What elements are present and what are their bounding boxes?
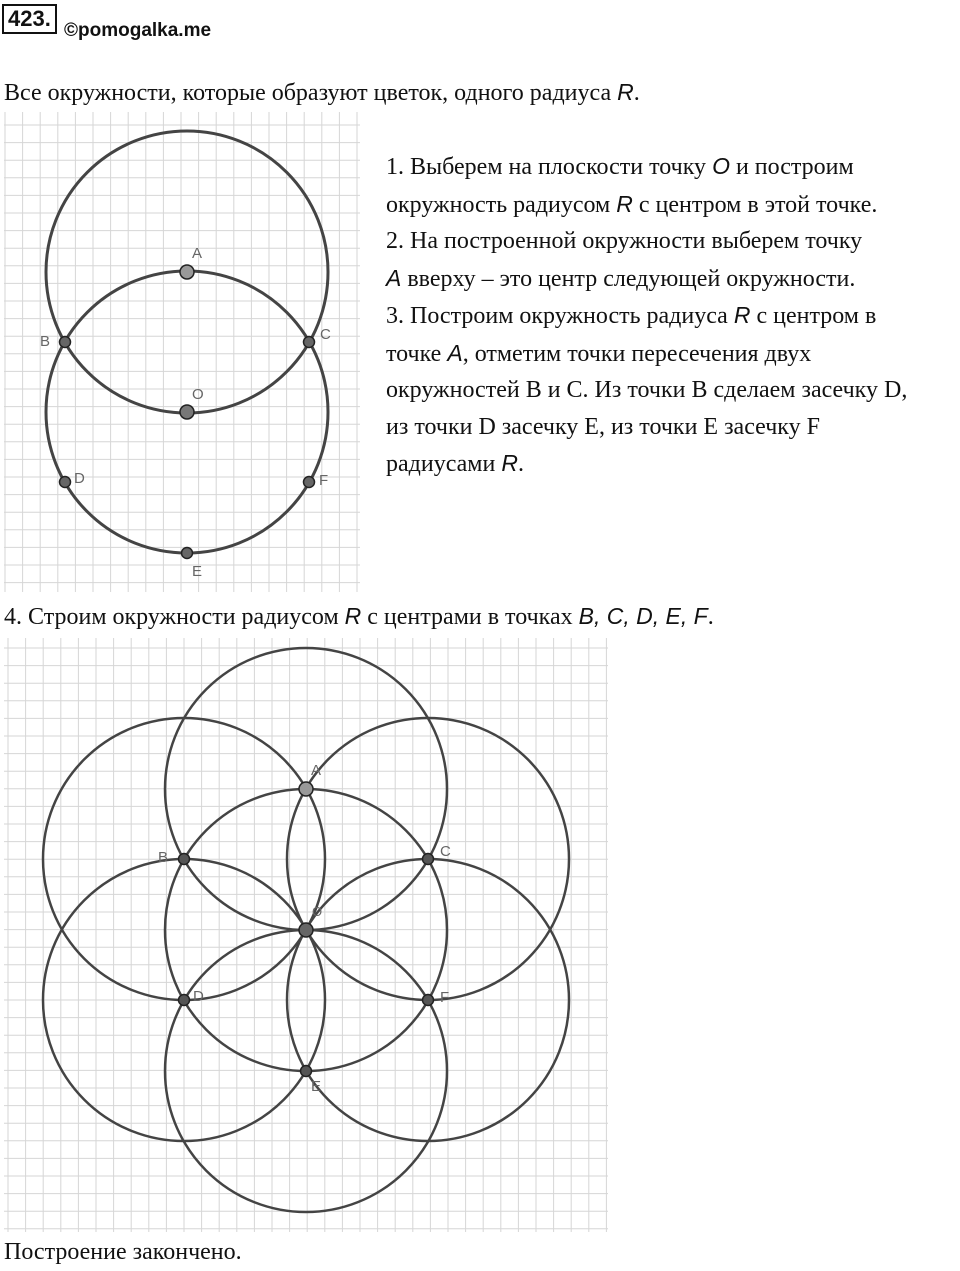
point-c	[304, 337, 315, 348]
point-e	[301, 1066, 312, 1077]
point-a	[299, 782, 313, 796]
site-watermark: ©pomogalka.me	[64, 20, 212, 41]
conclusion-text: Построение закончено.	[4, 1239, 242, 1265]
intro-text: Все окружности, которые образуют цветок, одного радиуса R.	[4, 79, 640, 106]
step-line: 1. Выберем на плоскости точку O и построим	[386, 153, 854, 180]
step-line: из точки D засечку E, из точки E засечку F	[386, 413, 820, 440]
label-e: E	[311, 1078, 322, 1095]
point-o	[180, 405, 194, 419]
label-e: E	[192, 563, 203, 580]
point-c	[423, 854, 434, 865]
grid	[4, 112, 360, 592]
figure-flower	[4, 638, 608, 1232]
label-b: B	[158, 849, 169, 866]
label-d: D	[193, 988, 204, 1005]
label-o: O	[312, 904, 323, 919]
label-o: O	[192, 386, 204, 403]
label-c: C	[320, 326, 331, 343]
point-f	[304, 477, 315, 488]
step-line: A вверху – это центр следующей окружности.	[386, 264, 856, 292]
problem-number: 423.	[2, 4, 57, 34]
point-d	[60, 477, 71, 488]
step4-text: 4. Строим окружности радиусом R с центрами в точках B, C, D, E, F.	[4, 603, 714, 630]
step-line: точке A, отметим точки пересечения двух	[386, 339, 812, 367]
label-f: F	[440, 989, 450, 1006]
label-c: C	[440, 843, 451, 860]
step-line: окружность радиусом R с центром в этой точке.	[386, 190, 878, 218]
point-b	[179, 854, 190, 865]
steps-block	[386, 148, 907, 483]
point-b	[60, 337, 71, 348]
step-line: радиусами R.	[386, 450, 524, 477]
point-o	[299, 923, 313, 937]
point-e	[182, 548, 193, 559]
step-line: 3. Построим окружность радиуса R с центром в	[386, 302, 877, 329]
label-a: A	[311, 762, 322, 779]
figure-two-circles	[4, 112, 360, 592]
step-line: 2. На построенной окружности выберем точку	[386, 228, 863, 254]
label-a: A	[192, 245, 203, 262]
label-d: D	[74, 470, 85, 487]
label-f: F	[319, 472, 329, 489]
point-f	[423, 995, 434, 1006]
label-b: B	[40, 333, 51, 350]
point-a	[180, 265, 194, 279]
point-d	[179, 995, 190, 1006]
step-line: окружностей B и C. Из точки B сделаем засечку D,	[386, 377, 908, 403]
